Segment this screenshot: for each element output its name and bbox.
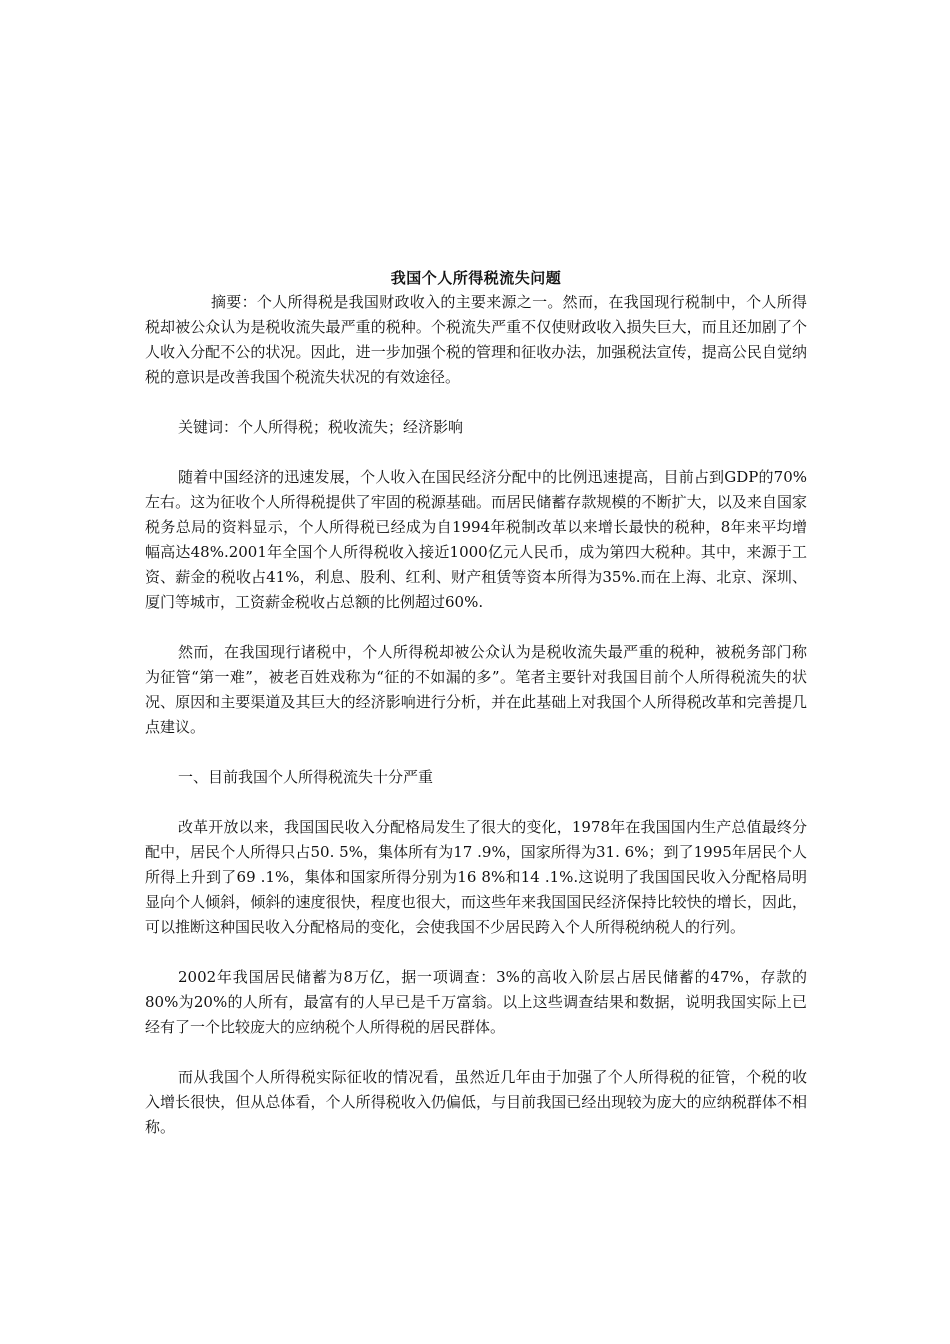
body-paragraph: 改革开放以来，我国国民收入分配格局发生了很大的变化，1978年在我国国内生产总值最终分配中，居民个人所得只占50. 5%，集体所有为17 .9%，国家所得为31. 6%；到了1995年居民个人所得上升到了69 .1%，集体和国家所得分别为16 8%和14 .1%.这说明了我国国民收入分配格局明显向个人倾斜，倾斜的速度很快，程度也很大，而这些年来我国国民经济保持比较快的增长，因此，可以推断这种国民收入分配格局的变化，会使我国不少居民跨入个人所得税纳税人的行列。	[145, 818, 807, 936]
body-paragraph: 2002年我国居民储蓄为8万亿，据一项调查：3%的高收入阶层占居民储蓄的47%，存款的80%为20%的人所有，最富有的人早已是千万富翁。以上这些调查结果和数据，说明我国实际上已经有了一个比较庞大的应纳税个人所得税的居民群体。	[145, 968, 807, 1036]
paragraph-gap	[145, 940, 807, 965]
paragraph-gap	[145, 440, 807, 465]
paragraph-gap	[145, 1040, 807, 1065]
body-paragraph: 随着中国经济的迅速发展，个人收入在国民经济分配中的比例迅速提高，目前占到GDP的70%左右。这为征收个人所得税提供了牢固的税源基础。而居民储蓄存款规模的不断扩大，以及来自国家税务总局的资料显示，个人所得税已经成为自1994年税制改革以来增长最快的税种，8年来平均增幅高达48%.2001年全国个人所得税收入接近1000亿元人民币，成为第四大税种。其中，来源于工资、薪金的税收占41%，利息、股利、红利、财产租赁等资本所得为35%.而在上海、北京、深圳、厦门等城市，工资薪金税收占总额的比例超过60%.	[145, 468, 807, 611]
abstract-paragraph: 摘要：个人所得税是我国财政收入的主要来源之一。然而，在我国现行税制中，个人所得税却被公众认为是税收流失最严重的税种。个税流失严重不仅使财政收入损失巨大，而且还加剧了个人收入分配不公的状况。因此，进一步加强个税的管理和征收办法，加强税法宣传，提高公民自觉纳税的意识是改善我国个税流失状况的有效途径。	[145, 293, 807, 386]
paragraph-gap	[145, 790, 807, 815]
paragraph-gap	[145, 390, 807, 415]
document-title: 我国个人所得税流失问题	[390, 269, 562, 287]
body-paragraph: 而从我国个人所得税实际征收的情况看，虽然近几年由于加强了个人所得税的征管，个税的收入增长很快，但从总体看，个人所得税收入仍偏低，与目前我国已经出现较为庞大的应纳税群体不相称。	[145, 1068, 807, 1136]
body-paragraph: 然而，在我国现行诸税中，个人所得税却被公众认为是税收流失最严重的税种，被税务部门称为征管“第一难”，被老百姓戏称为“征的不如漏的多”。笔者主要针对我国目前个人所得税流失的状况、原因和主要渠道及其巨大的经济影响进行分析，并在此基础上对我国个人所得税改革和完善提几点建议。	[145, 643, 807, 736]
paragraph-gap	[145, 615, 807, 640]
section-heading: 一、目前我国个人所得税流失十分严重	[178, 768, 434, 786]
keywords-line: 关键词：个人所得税；税收流失；经济影响	[178, 418, 464, 436]
paragraph-gap	[145, 740, 807, 765]
document-page	[145, 266, 807, 1140]
